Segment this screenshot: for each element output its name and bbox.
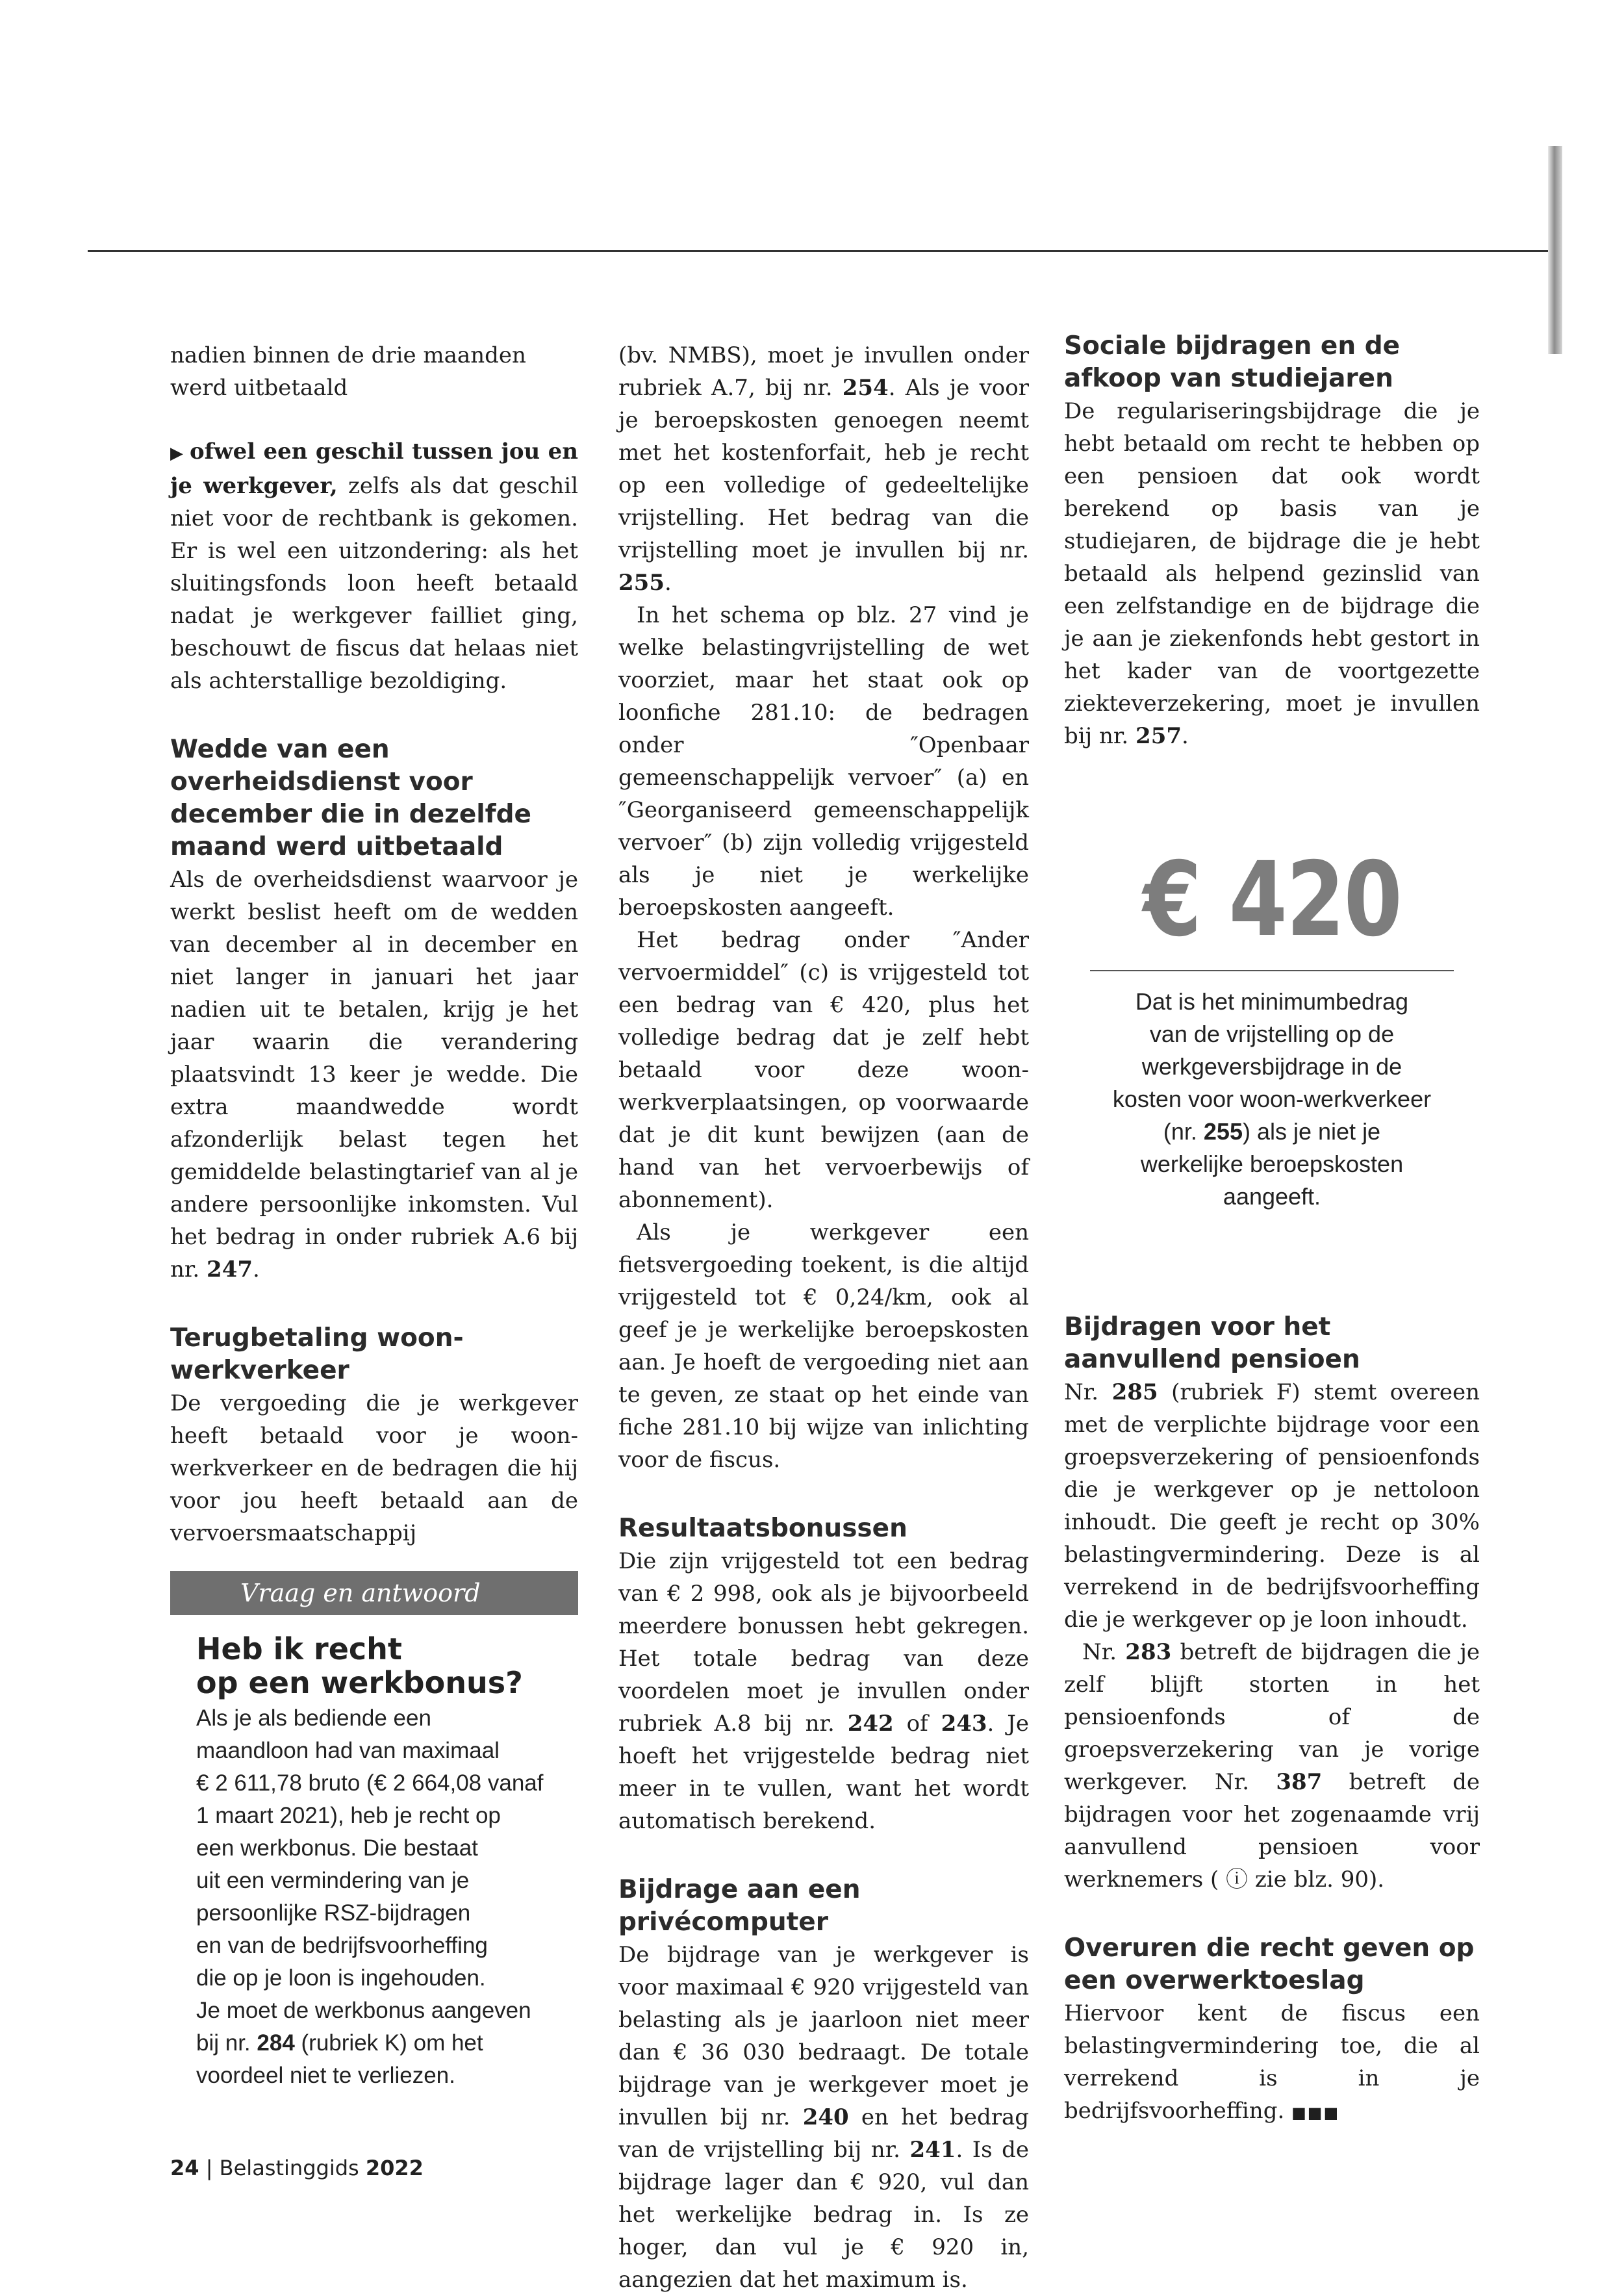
- heading-privecomputer: Bijdrage aan een privécomputer: [618, 1875, 861, 1937]
- nr-254: 254: [842, 375, 889, 401]
- column-2: [618, 339, 1029, 2296]
- paragraph-vervoer-b: . Als je voor je beroepskosten genoegen neemt met het kostenforfait, heb je recht op een volledige of gedeeltelijke vrijstelling. Het bedrag van die vrijstelling moet je invullen bij nr.: [618, 375, 1030, 563]
- intro-text: nadien binnen de drie maanden werd uitbetaald: [170, 342, 526, 401]
- paragraph-wedde-text: Als de overheidsdienst waarvoor je werkt beslist heeft om de wedden van december al in december en niet langer in januari het jaar nadien uit te betalen, krijg je het jaar waarin die verandering plaatsvindt 13 keer je wedde. Die extra maandwedde wordt afzonderlijk belast tegen het gemiddelde belastingtarief van al je andere persoonlijke inkomsten. Vul het bedrag in onder rubriek A.6 bij nr.: [170, 867, 578, 1282]
- qa-line: [196, 2027, 566, 2060]
- callout-420: [1064, 841, 1480, 1213]
- nr-284: 284: [257, 2030, 295, 2056]
- nr-285: 285: [1111, 1379, 1158, 1405]
- callout-nr-255: 255: [1203, 1118, 1243, 1145]
- heading-wedde: Wedde van een overheidsdienst voor december die in dezelfde maand werd uitbetaald: [170, 735, 531, 861]
- qa-line: maandloon had van maximaal: [196, 1738, 500, 1763]
- callout-line: aangeeft.: [1223, 1183, 1321, 1210]
- page-binding-edge: [1548, 146, 1562, 354]
- paragraph-vervoer: [618, 339, 1029, 599]
- callout-line: kosten voor woon-werkverkeer: [1112, 1086, 1432, 1112]
- paragraph-vervoer-c: .: [664, 570, 672, 596]
- paragraph-result-of: of: [893, 1711, 941, 1737]
- qa-last-pre: bij nr.: [196, 2030, 257, 2056]
- paragraph-pen2-pre: Nr.: [1082, 1639, 1126, 1665]
- page-footer: [170, 2156, 424, 2180]
- paragraph-wedde: Als de overheidsdienst waarvoor je werkt beslist heeft om de wedden van december al in december en niet langer in januari het jaar nadien uit te betalen, krijg je het jaar waarin die verandering plaatsvindt 13 keer je wedde. Die extra maandwedde wordt afzonderlijk belast tegen het gemiddelde belastingtarief van al je andere persoonlijke inkomsten. Vul het bedrag in onder rubriek A.6 bij nr. 247.: [170, 867, 578, 1282]
- nr-242: 242: [847, 1711, 894, 1737]
- qa-line: en van de bedrijfsvoorheffing: [196, 1933, 488, 1958]
- paragraph-resultaatsbonussen: [618, 1545, 1029, 1837]
- paragraph-pen1-pre: Nr.: [1064, 1379, 1112, 1405]
- publication-year: 2022: [365, 2156, 424, 2180]
- header-rule: [88, 250, 1562, 252]
- qa-line: voordeel niet te verliezen.: [196, 2063, 455, 2088]
- paragraph-overuren-text: Hiervoor kent de fiscus een belastingvermindering toe, die al verrekend is in je bedrijfsvoorheffing.: [1064, 2000, 1480, 2124]
- paragraph-vervoer-a: (bv. NMBS), moet je invullen onder rubriek A.7, bij nr.: [618, 342, 1029, 401]
- qa-answer: [196, 1702, 566, 2092]
- paragraph-pen1-text: (rubriek F) stemt overeen met de verplichte bijdrage voor een groepsverzekering of pensioenfonds die je werkgever op je nettoloon inhoudt. Die geeft je recht op 30% belastingvermindering. Deze is al verrekend in de bedrijfsvoorheffing die je werkgever op je loon inhoudt.: [1064, 1379, 1480, 1633]
- qa-line: een werkbonus. Die bestaat: [196, 1835, 478, 1861]
- heading-terugbetaling: Terugbetaling woon-werkverkeer: [170, 1323, 464, 1385]
- paragraph-pc-c: . Is de bijdrage lager dan € 920, vul dan het werkelijke bedrag in. Is ze hoger, dan vul je € 920 in, aangezien dat het maximum is.: [618, 2137, 1029, 2293]
- paragraph-result-a: Die zijn vrijgesteld tot een bedrag van € 2 998, ook als je bijvoorbeeld meerdere bonussen hebt gekregen. Het totale bedrag van deze voordelen moet je invullen onder rubriek A.8 bij nr.: [618, 1548, 1029, 1737]
- callout-line: werkelijke beroepskosten: [1140, 1151, 1404, 1177]
- nr-241: 241: [909, 2137, 956, 2163]
- qa-line: Als je als bediende een: [196, 1705, 431, 1731]
- paragraph-terugbetaling: De vergoeding die je werkgever heeft betaald voor je woon-werkverkeer en de bedragen die hij voor jou heeft betaald aan de vervoersmaatschappij: [170, 1390, 578, 1546]
- paragraph-result-b: . Je hoeft het vrijgestelde bedrag niet meer in te vullen, want het wordt automatisch berekend.: [618, 1711, 1029, 1834]
- nr-240: 240: [802, 2104, 849, 2130]
- bullet-text: zelfs als dat geschil niet voor de rechtbank is gekomen. Er is wel een uitzondering: als het sluitingsfonds loon heeft betaald nadat je werkgever failliet ging, beschouwt de fiscus dat helaas niet als achterstallige bezoldiging.: [170, 473, 578, 694]
- end-of-article-mark: ■■■: [1291, 2104, 1340, 2122]
- publication-name: Belastinggids: [219, 2156, 359, 2180]
- paragraph-ander-vervoermiddel: Het bedrag onder ″Ander vervoermiddel″ (c) is vrijgesteld tot een bedrag van € 420, plus het volledige bedrag dat je zelf hebt betaald voor deze woon-werkverplaatsingen, op voorwaarde dat je dit kunt bewijzen (aan de hand van het vervoerbewijs of abonnement).: [618, 927, 1029, 1213]
- paragraph-sociale-bijdragen: De regulariseringsbijdrage die je hebt betaald om recht te hebben op een pensioen dat ook wordt berekend op basis van je studiejaren, de bijdrage die je hebt betaald als helpend gezinslid van een zelfstandige en de bijdrage die je aan je ziekenfonds hebt gestort in het kader van de voortgezette ziekteverzekering, moet je invullen bij nr. 257.: [1064, 398, 1480, 749]
- qa-line: persoonlijke RSZ-bijdragen: [196, 1900, 471, 1926]
- nr-387: 387: [1276, 1769, 1323, 1795]
- column-1: [170, 339, 578, 1550]
- column-3: [1064, 330, 1480, 752]
- heading-overuren: Overuren die recht geven op een overwerktoeslag: [1064, 1933, 1475, 1995]
- heading-aanvullend-pensioen: Bijdragen voor het aanvullend pensioen: [1064, 1312, 1360, 1374]
- nr-283: 283: [1125, 1639, 1172, 1665]
- nr-255: 255: [618, 570, 665, 596]
- qa-box: [170, 1571, 578, 2092]
- qa-line: 1 maart 2021), heb je recht op: [196, 1803, 501, 1828]
- qa-title: [196, 1632, 578, 1700]
- qa-line: Je moet de werkbonus aangeven: [196, 1998, 531, 2023]
- heading-resultaatsbonussen: Resultaatsbonussen: [618, 1514, 907, 1543]
- qa-title-line-1: Heb ik recht: [196, 1631, 402, 1666]
- page-number: 24: [170, 2156, 199, 2180]
- callout-text: [1077, 986, 1467, 1213]
- qa-bar: Vraag en antwoord: [170, 1571, 578, 1615]
- paragraph-privecomputer: [618, 1939, 1029, 2296]
- paragraph-pensioen-2: [1064, 1636, 1480, 1896]
- paragraph-pen2-b: betreft de bijdragen voor het zogenaamde vrij aanvullend pensioen voor werknemers ( ⓘ zie blz. 90).: [1064, 1769, 1480, 1893]
- qa-line: € 2 611,78 bruto (€ 2 664,08 vanaf: [196, 1770, 544, 1796]
- paragraph-fietsvergoeding: Als je werkgever een fietsvergoeding toekent, is die altijd vrijgesteld tot € 0,24/km, ook al geef je je werkelijke beroepskosten aan. Je hoeft de vergoeding niet aan te geven, ze staat op het einde van fiche 281.10 bij wijze van inlichting voor de fiscus.: [618, 1219, 1029, 1473]
- callout-line: Dat is het minimumbedrag: [1135, 988, 1409, 1015]
- paragraph-pen2-a: betreft de bijdragen die je zelf blijft storten in het pensioenfonds of de groepsverzekering van je vorige werkgever. Nr.: [1064, 1639, 1480, 1795]
- paragraph-pc-b: en het bedrag van de vrijstelling bij nr.: [618, 2104, 1029, 2163]
- callout-value: € 420: [1143, 840, 1401, 960]
- callout-line: werkgeversbijdrage in de: [1141, 1053, 1402, 1080]
- triangle-bullet-icon: ▶: [170, 444, 183, 463]
- qa-title-line-2: op een werkbonus?: [196, 1665, 523, 1700]
- callout-nr-post: ) als je niet je: [1242, 1118, 1381, 1145]
- nr-247: 247: [207, 1256, 253, 1282]
- qa-line: die op je loon is ingehouden.: [196, 1965, 486, 1991]
- qa-line: uit een vermindering van je: [196, 1868, 470, 1893]
- footer-separator: |: [205, 2156, 213, 2180]
- callout-nr-pre: (nr.: [1163, 1118, 1204, 1145]
- column-3-lower: [1064, 1311, 1480, 2129]
- bullet-paragraph: [170, 435, 578, 697]
- paragraph-pensioen-1: [1064, 1376, 1480, 1636]
- paragraph-pc-a: De bijdrage van je werkgever is voor maximaal € 920 vrijgesteld van belasting als je jaarloon niet meer dan € 36 030 bedraagt. De totale bijdrage van je werkgever moet je invullen bij nr.: [618, 1942, 1029, 2130]
- heading-sociale-bijdragen: Sociale bijdragen en de afkoop van studiejaren: [1064, 331, 1401, 393]
- nr-257: 257: [1135, 723, 1182, 749]
- callout-line: [1077, 1116, 1467, 1148]
- nr-243: 243: [941, 1711, 987, 1737]
- qa-last-post: (rubriek K) om het: [294, 2030, 483, 2056]
- bullet-lead: ofwel een geschil tussen jou en je werkgever,: [170, 439, 578, 499]
- callout-line: van de vrijstelling op de: [1149, 1021, 1395, 1047]
- paragraph-overuren: [1064, 1997, 1480, 2129]
- paragraph-schema: In het schema op blz. 27 vind je welke belastingvrijstelling de wet voorziet, maar het staat ook op loonfiche 281.10: de bedragen onder ″Openbaar gemeenschappelijk vervoer″ (a) en ″Georganiseerd gemeenschappelijk vervoer″ (b) zijn volledig vrijgesteld als je niet je werkelijke beroepskosten aangeeft.: [618, 602, 1029, 921]
- callout-rule: [1090, 970, 1454, 971]
- paragraph-sociale-a: De regulariseringsbijdrage die je hebt betaald om recht te hebben op een pensioen dat ook wordt berekend op basis van je studiejaren, de bijdrage die je hebt betaald als helpend gezinslid van een zelfstandige en de bijdrage die je aan je ziekenfonds hebt gestort in het kader van de voortgezette ziekteverzekering, moet je invullen bij nr.: [1064, 398, 1480, 749]
